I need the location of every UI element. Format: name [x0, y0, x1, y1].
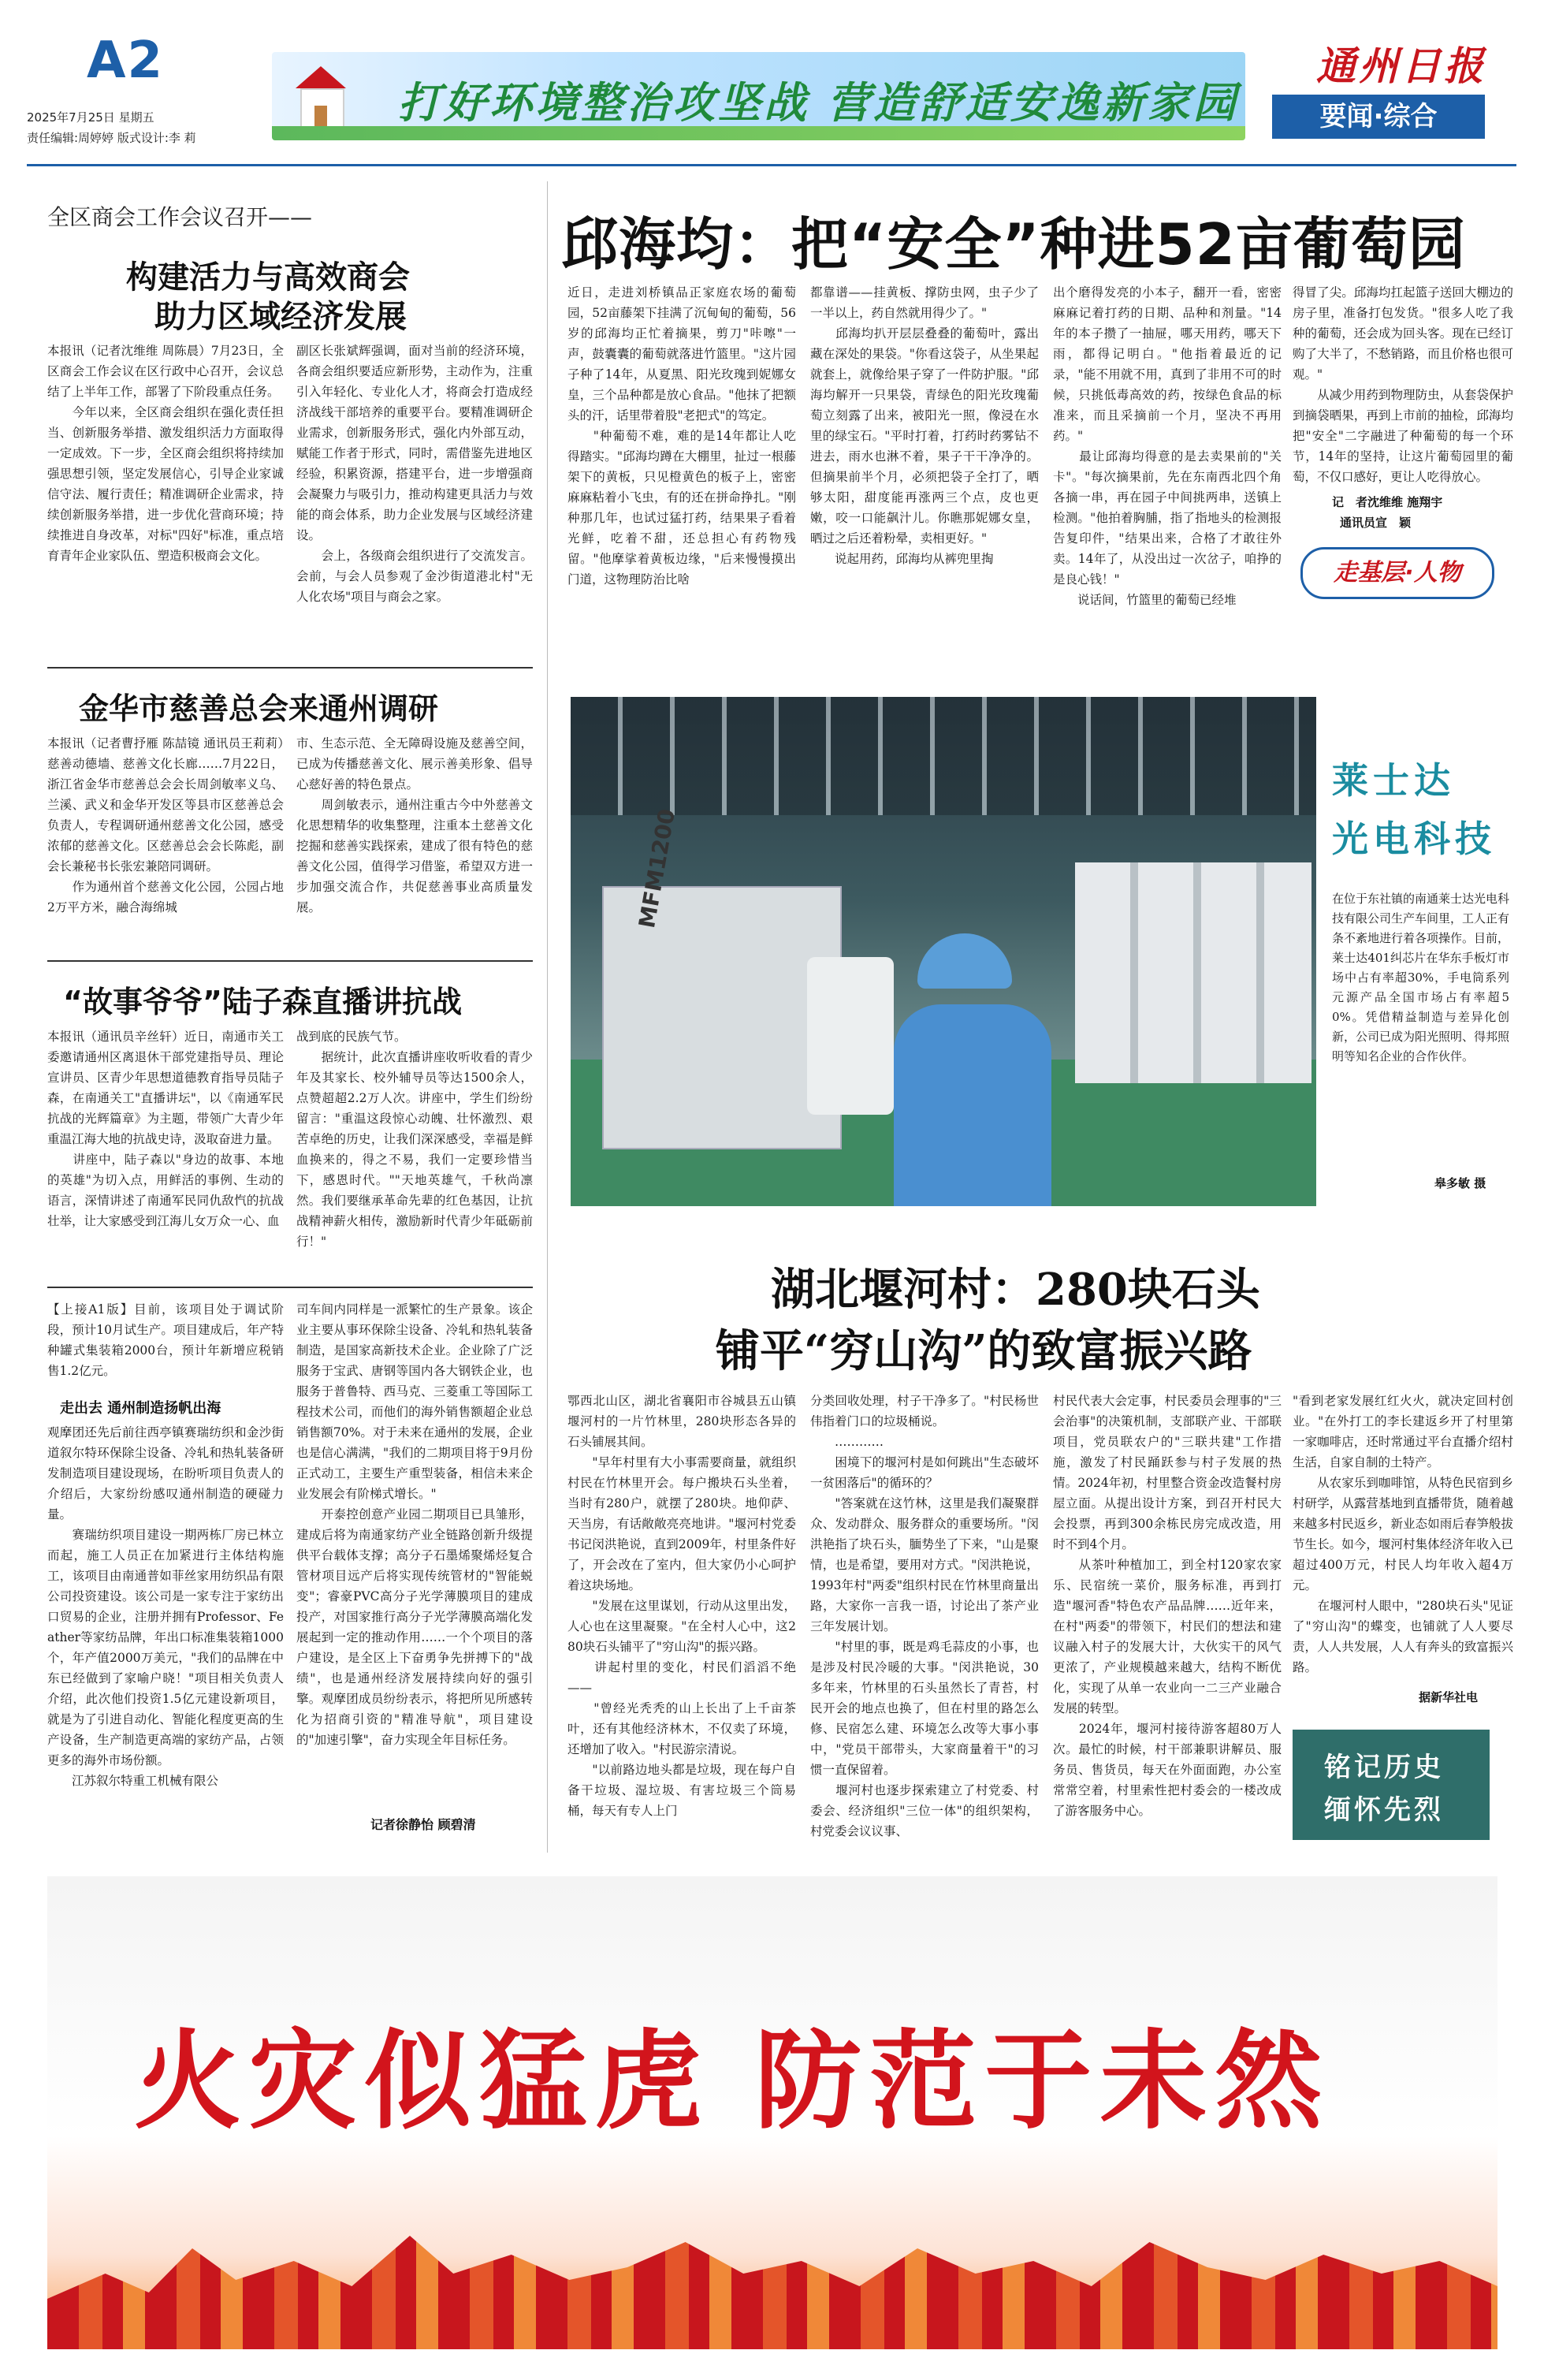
factory-photo: [571, 697, 1316, 1206]
machine-row: [1075, 862, 1311, 1083]
editors-line: 责任编辑:周婷婷 版式设计:李 莉: [27, 131, 196, 145]
a1-title-line1: 构建活力与高效商会: [126, 259, 410, 296]
a1-body-col1: 本报讯（记者沈维维 周陈晨）7月23日，全区商会工作会议在区行政中心召开，会议总结了上半年工作，部署了下阶段重点任务。 今年以来，全区商会组织在强化责任担当、创新服务举措、激发组织活力方面取得一定成效。下一步，全区商会组织将持续加强思想引领，坚定发展信心，引导企业家诚信守法、履行责任；精准调研企业需求，持续创新服务举措，进一步优化营商环境；持续推进自身改革，对标"四好"标准，重点培育青年企业家队伍、塑造积极商会文化。: [47, 344, 284, 563]
banner-slogan: 打好环境整治攻坚战 营造舒适安逸新家园: [398, 77, 1239, 128]
a3-body-col1: 本报讯（通讯员辛丝轩）近日，南通市关工委邀请通州区离退休干部党建指导员、理论宣讲员、区青少年思想道德教育指导员陆子森，在南通关工"直播讲坛"，以《南通军民抗战的光辉篇章》为主题，带领广大青少年重温江海大地的抗战史诗，汲取奋进力量。 讲座中，陆子森以"身边的故事、本地的英雄"为切入点，用鲜活的事例、生动的语言，深情讲述了南通军民同仇敌忾的抗战壮举，让大家感受到江海儿女万众一心、血: [47, 1030, 284, 1228]
grassroots-stamp: 走基层·人物: [1300, 547, 1494, 599]
ceiling-lights: [571, 697, 1316, 815]
house-illustration: [296, 66, 346, 129]
b2-body-col2: 分类回收处理，村子干净多了。"村民杨世伟指着门口的垃圾桶说。 ………… 困境下的堰河村是如何跳出"生态破坏一贫困落后"的循环的？ "答案就在这竹林，这里是我们凝聚群众、发动群众、服务群众的重要场所。"闵洪艳指了块石头，腼势坐了下来，"山是聚情，也是希望，要用对方式。"闵洪艳说，1993年村"两委"组织村民在竹林里商量出路，大家你一言我一语，讨论出了茶产业三年发展计划。 "村里的事，既是鸡毛蒜皮的小事，也是涉及村民冷暖的大事。"闵洪艳说，30多年来，竹林里的石头虽然长了青苔，村民开会的地点也换了，但在村里的路怎么修、民宿怎么建、环境怎么改等大事小事中，"党员干部带头，大家商量着干"的习惯一直保留着。 堰河村也逐步探索建立了村党委、村委会、经济组织"三位一体"的组织架构，村党委会议议事、: [810, 1394, 1039, 1838]
a1-title-line2: 助力区域经济发展: [154, 299, 407, 335]
a3-divider: [47, 1287, 533, 1288]
a2-body-col1: 本报讯（记者曹抒雁 陈喆镜 通讯员王莉莉）慈善动德墙、慈善文化长廊……7月22日，浙江省金华市慈善总会会长周剑敏率义乌、兰溪、武义和金华开发区等县市区慈善总会负责人，专程调研通州慈善文化公园，感受浓郁的慈善文化。区慈善总会会长陈彪，副会长兼秘书长张宏兼陪同调研。 作为通州首个慈善文化公园，公园占地2万平方米，融合海绵城: [47, 736, 284, 914]
a4-body-col1-top: 【上接A1版】目前，该项目处于调试阶段，预计10月试生产。项目建成后，年产特种罐式集装箱2000台，预计年新增应税销售1.2亿元。: [47, 1302, 284, 1378]
b2-title-line1: 湖北堰河村：280块石头: [771, 1264, 1260, 1316]
a4-body-col1-bottom: 观摩团还先后前往西亭镇赛瑞纺织和金沙街道叙尔特环保除尘设备、冷轧和热轧装备研发制造项目建设现场，在盼听项目负责人的介绍后，大家纷纷感叹通州制造的硬碰力量。 赛瑞纺织项目建设一期两栋厂房已林立而起，施工人员正在加紧进行主体结构施工，该项目由南通普如菲丝家用纺织品有限公司投资建设。该公司是一家专注于家纺出口贸易的企业，注册并拥有Professor、Feather等家纺品牌，年出口标准集装箱1000个，年产值2000万美元，"我们的品牌在中东已经做到了家喻户晓！"项目相关负责人介绍，此次他们投资1.5亿元建设新项目，就是为了引进自动化、智能化程度更高的生产设备，生产制造更高端的家纺产品，占领更多的海外市场份额。 江苏叙尔特重工机械有限公: [47, 1425, 284, 1788]
machine-label: MFM1200: [634, 806, 681, 930]
ad-slogan: 火灾似猛虎 防范于未然: [134, 2018, 1330, 2144]
b2-body-col4: "看到老家发展红红火火，就决定回村创业。"在外打工的李长建返乡开了村里第一家咖啡店，还时常通过平台直播介绍村生活，自家自制的土特产。 从农家乐到咖啡馆，从特色民宿到乡村研学，从露营基地到直播带货，随着越来越多村民返乡，新业态如雨后春笋般拔节生长。如今，堰河村集体经济年收入已超过400万元，村民人均年收入超4万元。 在堰河村人眼中，"280块石头"见证了"穷山沟"的蝶变，也铺就了人人要尽责，人人共发展，人人有奔头的致富振兴路。: [1293, 1394, 1513, 1674]
b1-body-col2: 都靠谱——挂黄板、撑防虫网，虫子少了一半以上，药自然就用得少了。" 邱海均扒开层层叠叠的葡萄叶，露出藏在深处的果袋。"你看这袋子，从坐果起就套上，就像给果子穿了一件防护服。"邱海均解开一只果袋，青绿色的阳光玫瑰葡萄立刻露了出来，被阳光一照，像浸在水里的绿宝石。"平时打着，打药时药雾钻不进去，雨水也淋不着，果子干干净净的。但摘果前半个月，必须把袋子全打了，晒够太阳，甜度能再涨两三个点，皮也更嫩，咬一口能飙汁儿。你瞧那妮娜女皇，晒过之后还着粉晕，卖相更好。" 说起用药，邱海均从裤兜里掏: [810, 285, 1039, 566]
b2-body-col1: 鄂西北山区，湖北省襄阳市谷城县五山镇堰河村的一片竹林里，280块形态各异的石头铺展其间。 "早年村里有大小事需要商量，就组织村民在竹林里开会。每户搬块石头坐着，当时有280户，就摆了280块。地仰萨、天当房，有话敞敞亮亮地讲。"堰河村党委书记闵洪艳说，直到2009年，村里条件好了，开会改在了室内，但大家仍小心呵护着这块场地。 "发展在这里谋划，行动从这里出发，人心也在这里凝聚。"在全村人心中，这280块石头铺平了"穷山沟"的振兴路。 讲起村里的变化，村民们滔滔不绝—— "曾经光秃秃的山上长出了上千亩茶叶，还有其他经济林木，不仅卖了环境，还增加了收入。"村民游宗清说。 "以前路边地头都是垃圾，现在每户自备干垃圾、湿垃圾、有害垃圾三个筒易桶，每天有专人上门: [567, 1394, 796, 1818]
microscope: [807, 957, 894, 1115]
column-divider: [547, 181, 548, 1853]
history-box: [1293, 1730, 1490, 1840]
header-rule: [27, 164, 1516, 166]
a4-body-col2: 司车间内同样是一派繁忙的生产景象。该企业主要从事环保除尘设备、冷轧和热轧装备制造，是国家高新技术企业。企业除了广泛服务于宝武、唐钢等国内各大钢铁企业，也服务于普鲁特、西马克、三菱重工等国际工程技术公司，而他们的海外销售额超企业总销售额70%。对于未来在通州的发展，企业也是信心满满，"我们的二期项目将于9月份正式动工，主要生产重型装备，相信未来企业发展会有阶梯式增长。" 开泰控创意产业园二期项目已具雏形，建成后将为南通家纺产业全链路创新升级提供平台载体支撑；高分子石墨烯聚烯烃复合管材项目远产后将实现传统管材的"智能蜕变"；睿豪PVC高分子光学薄膜项目的建成投产，对国家推行高分子光学薄膜高端化发展起到一定的推动作用……一个个项目的落户建设，是全区上下奋勇争先拼搏下的"战绩"，也是通州经济发展持续向好的强引擎。观摩团成员纷纷表示，将把所见所感转化为招商引资的"精准导航"，项目建设的"加速引擎"，奋力实现全年目标任务。: [296, 1302, 533, 1747]
photo-caption: 在位于东社镇的南通莱士达光电科技有限公司生产车间里，工人正有条不紊地进行着各项操作。目前，莱士达401纠芯片在华东手板灯市场中占有率超30%，手电筒系列元源产品全国市场占有率超50%。凭借精益制造与差异化创新，公司已成为阳光照明、得邦照明等知名企业的合作伙伴。: [1332, 892, 1509, 1063]
page-number: A2: [87, 32, 165, 90]
skyline: [47, 2223, 1497, 2349]
a4-byline: 记者徐静怡 顾碧清: [370, 1817, 476, 1832]
a1-kicker: 全区商会工作会议召开——: [47, 204, 313, 230]
photo-caption-title2: 光电科技: [1332, 818, 1496, 860]
a3-body-col2: 战到底的民族气节。 据统计，此次直播讲座收听收看的青少年及其家长、校外辅导员等达1500余人，点赞超超2.2万人次。讲座中，学生们纷纷留言："重温这段惊心动魄、壮怀激烈、艰苦卓绝的历史，让我们深深感受，幸福是鲜血换来的，得之不易，我们一定要珍惜当下，感恩时代。""天地英雄气，千秋尚凛然。我们要继承革命先辈的红色基因，让抗战精神薪火相传，激励新时代青少年砥砺前行！": [296, 1030, 533, 1249]
b1-byline-correspondent: 通讯员宣 颖: [1340, 516, 1412, 530]
b1-byline-reporter: 记 者沈维维 施翔宇: [1332, 495, 1443, 509]
a3-title: “故事爷爷”陆子森直播讲抗战: [63, 985, 462, 1019]
b2-title-line2: 铺平“穷山沟”的致富振兴路: [716, 1325, 1252, 1377]
b1-body-col3: 出个磨得发亮的小本子，翻开一看，密密麻麻记着打药的日期、品种和剂量。"14年的本子攒了一抽屉，哪天用药，哪天下雨，都得记明白。"他指着最近的记录，"能不用就不用，真到了非用不可的时候，只挑低毒高效的药，按绿色食品的标准来，而且采摘前一个月，坚决不再用药。" 最让邱海均得意的是去卖果前的"关卡"。"每次摘果前，先在东南西北四个角各摘一串，再在园子中间挑两串，送镇上检测。"他拍着胸脯，指了指地头的检测报告复印件，"结果出来，合格了才敢往外卖。14年了，从没出过一次岔子，咱挣的是良心钱！" 说话间，竹篮里的葡萄已经堆: [1053, 285, 1282, 607]
b1-body-col4: 得冒了尖。邱海均扛起篮子送回大棚边的房子里，准备打包发货。"很多人吃了我种的葡萄，还会成为回头客。现在已经订购了大半了，不愁销路，而且价格也很可观。" 从减少用药到物理防虫，从套袋保护到摘袋晒果，再到上市前的抽检，邱海均把"安全"二字融进了种葡萄的每一个环节，14年的坚持，让这片葡萄园里的葡萄，不仅口感好，更让人吃得放心。: [1293, 285, 1513, 484]
history-box-line1: 铭记历史: [1324, 1752, 1444, 1783]
section-badge: 要闻·综合: [1272, 95, 1485, 139]
b2-credit: 据新华社电: [1419, 1690, 1479, 1704]
b1-body-col1: 近日，走进刘桥镇品正家庭农场的葡萄园，52亩藤架下挂满了沉甸甸的葡萄，56岁的邱海均正忙着摘果，剪刀"咔嚓"一声，鼓囊囊的葡萄就落进竹篮里。"这片园子种了14年，从夏黑、阳光玫瑰到妮娜女皇，三个品种都是放心食品。"他抹了把额头的汗，话里带着股"老把式"的笃定。 "种葡萄不难，难的是14年都让人吃得踏实。"邱海均蹲在大棚里，扯过一根藤架下的黄板，只见橙黄色的板子上，密密麻麻粘着小飞虫，有的还在拼命挣扎。"刚种那几年，也试过猛打药，结果果子看着光鲜，吃着不甜，还总担心有药物残留。"他摩挲着黄板边缘，"后来慢慢摸出门道，这物理防治比啥: [567, 285, 796, 587]
a4-subheading: 走出去 通州制造扬帆出海: [60, 1400, 221, 1417]
fire-safety-ad: [47, 1876, 1497, 2349]
issue-date: 2025年7月25日 星期五: [27, 110, 154, 125]
a2-body-col2: 市、生态示范、全无障碍设施及慈善空间，已成为传播慈善文化、展示善美形象、倡导心慈好善的特色景点。 周剑敏表示，通州注重古今中外慈善文化思想精华的收集整理，注重本土慈善文化挖掘和慈善实践探索，建成了很有特色的慈善文化公园，值得学习借鉴，希望双方进一步加强交流合作，共促慈善事业高质量发展。: [296, 736, 533, 914]
history-box-line2: 缅怀先烈: [1324, 1794, 1444, 1826]
a1-divider: [47, 667, 533, 669]
b2-body-col3: 村民代表大会定事，村民委员会理事的"三会治事"的决策机制，支部联产业、干部联项目，党员联农户的"三联共建"工作措施，激发了村民踊跃参与村子发展的热情。2024年初，村里整合资金改造餐村房屋立面。从提出设计方案，到召开村民大会投票，再到300余栋民房完成改造，用时不到4个月。 从茶叶种植加工，到全村120家农家乐、民宿统一菜价，服务标准，再到打造"堰河香"特色农产品品牌……近年来，在村"两委"的带领下，村民们的想法和建议融入村子的发展大计，大伙实干的风气更浓了，产业规模越来越大，结构不断优化，实现了从单一农业向一二三产业融合发展的转型。 2024年，堰河村接待游客超80万人次。最忙的时候，村干部兼职讲解员、服务员、售货员，每天在外面面跑，办公室常常空着，村里索性把村委会的一楼改成了游客服务中心。: [1053, 1394, 1282, 1818]
a1-body-col2: 副区长张斌辉强调，面对当前的经济环境，各商会组织要适应新形势，主动作为，注重引入年轻化、专业化人才，将商会打造成经济战线干部培养的重要平台。要精准调研企业需求，创新服务形式，强化内外部互动，赋能工作者于形式，同时，需借鉴先进地区经验，积累资源，搭建平台，进一步增强商会凝聚力与吸引力，推动构建更具活力与效能的商会体系，助力企业发展与区域经济建设。 会上，各级商会组织进行了交流发言。会前，与会人员参观了金沙街道港北村"无人化农场"项目与商会之家。: [296, 344, 533, 604]
newspaper-logo: 通州日报: [1316, 43, 1486, 89]
b1-title: 邱海均：把“安全”种进52亩葡萄园: [561, 211, 1466, 277]
photo-credit: 皋多敏 摄: [1434, 1176, 1486, 1190]
a2-divider: [47, 960, 533, 962]
header-banner: [272, 52, 1245, 140]
a2-title: 金华市慈善总会来通州调研: [79, 691, 439, 726]
photo-caption-title1: 莱士达: [1332, 759, 1455, 802]
worker-figure: [886, 933, 1059, 1206]
